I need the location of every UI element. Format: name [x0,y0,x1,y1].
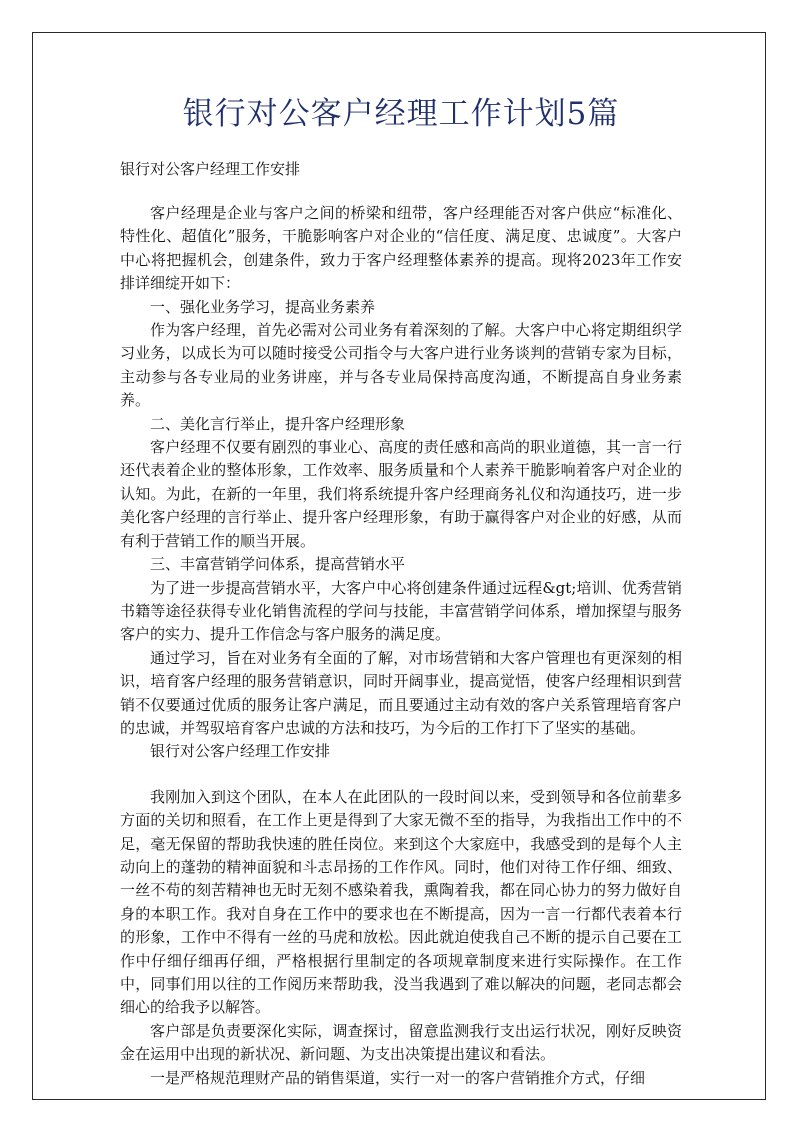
section-2-paragraph-3: 一是严格规范理财产品的销售渠道，实行一对一的客户营销推介方式，仔细 [150,1068,646,1087]
section-1-paragraph-3: 为了进一步提高营销水平，大客户中心将创建条件通过远程&gt;培训、优秀营销书籍等途径获得专业化销售流程的学问与技能，丰富营销学问体系，增加探望与服务客户的实力、提升工作信念与客户服务的满足度。 [120,578,682,644]
section-2-paragraph-1: 我刚加入到这个团队，在本人在此团队的一段时间以来，受到领导和各位前辈多方面的关切和照看，在工作上更是得到了大家无微不至的指导，为我指出工作中的不足，毫无保留的帮助我快速的胜任岗位。来到这个大家庭中，我感受到的是每个人主动向上的蓬勃的精神面貌和斗志昂扬的工作作风。同时，他们对待工作仔细、细致、一丝不苟的刻苦精神也无时无刻不感染着我，熏陶着我，都在同心协力的努力做好自身的本职工作。我对自身在工作中的要求也在不断提高，因为一言一行都代表着本行的形象，工作中不得有一丝的马虎和放松。因此就迫使我自己不断的提示自己要在工作中仔细仔细再仔细，严格根据行里制定的各项规章制度来进行实际操作。在工作中，同事们用以往的工作阅历来帮助我，没当我遇到了难以解决的问题，老同志都会细心的给我予以解答。 [120,787,682,1017]
section-1-subhead: 银行对公客户经理工作安排 [120,160,301,178]
section-2-spacer [120,764,682,786]
document-title: 银行对公客户经理工作计划5篇 [182,96,620,132]
section-1-heading-1: 一、强化业务学习，提高业务素养 [150,297,376,316]
section-1-heading-2: 二、美化言行举止，提升客户经理形象 [150,414,406,433]
section-1-paragraph-1: 作为客户经理，首先必需对公司业务有着深刻的了解。大客户中心将定期组织学习业务，以成长为可以随时接受公司指令与大客户进行业务谈判的营销专家为目标，主动参与各专业局的业务讲座，并与各专业局保持高度沟通，不断提高自身业务素养。 [120,321,682,410]
document-body [120,92,682,1090]
section-2-paragraph-2: 客户部是负责要深化实际，调查探讨，留意监测我行支出运行状况，刚好反映资金在运用中出现的新状况、新问题、为支出决策提出建议和看法。 [120,1021,682,1064]
section-2-subhead: 银行对公客户经理工作安排 [150,742,331,761]
section-1-paragraph-2: 客户经理不仅要有剧烈的事业心、高度的责任感和高尚的职业道德，其一言一行还代表着企业的整体形象，工作效率、服务质量和个人素养干脆影响着客户对企业的认知。为此，在新的一年里，我们将系统提升客户经理商务礼仪和沟通技巧，进一步美化客户经理的言行举止、提升客户经理形象，有助于赢得客户对企业的好感，从而有利于营销工作的顺当开展。 [120,438,682,550]
section-1-heading-3: 三、丰富营销学问体系，提高营销水平 [150,555,406,574]
section-1-intro: 客户经理是企业与客户之间的桥梁和纽带，客户经理能否对客户供应“标准化、特性化、超值化”服务，干脆影响客户对企业的“信任度、满足度、忠诚度”。大客户中心将把握机会，创建条件，致力于客户经理整体素养的提高。现将2023年工作安排详细绽开如下： [120,204,682,293]
section-1-paragraph-4: 通过学习，旨在对业务有全面的了解，对市场营销和大客户管理也有更深刻的相识，培育客户经理的服务营销意识，同时开阔事业，提高觉悟，使客户经理相识到营销不仅要通过优质的服务让客户满足，而且要通过主动有效的客户关系管理培育客户的忠诚，并驾驭培育客户忠诚的方法和技巧，为今后的工作打下了坚实的基础。 [120,648,682,737]
section-1-spacer [120,180,682,202]
